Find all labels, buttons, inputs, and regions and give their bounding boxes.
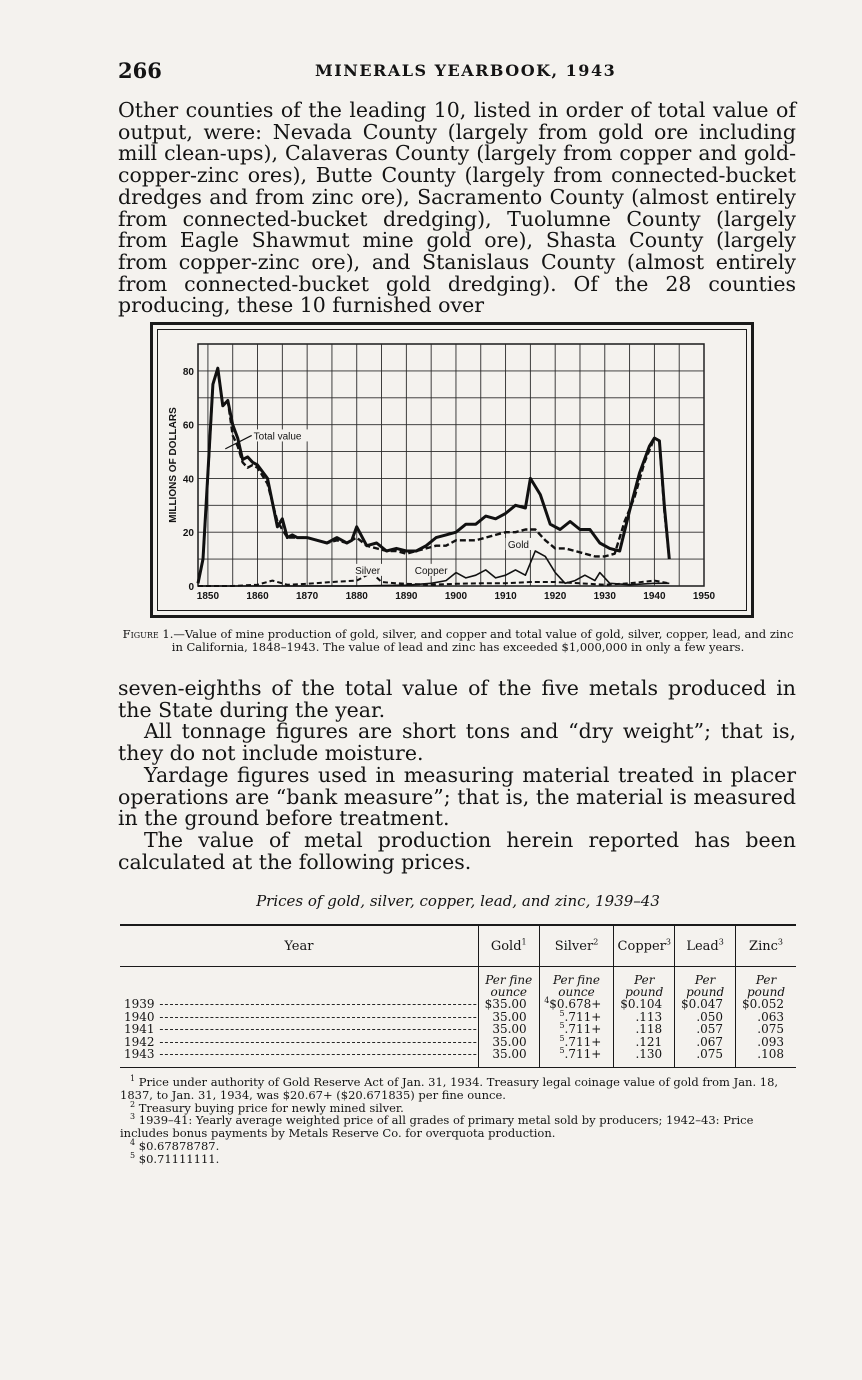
x-tick-label: 1930 (593, 591, 616, 602)
footnote: $^3$ 1939–41: Yearly average weighted price of all grades of primary metal sold by producers; 1942–43: Price includes bonus payments by Metals Reserve Co. for overquota production. (120, 1112, 754, 1141)
y-tick-label: 40 (182, 474, 194, 486)
unit-lead: Per pound (675, 967, 736, 999)
table-row: 1943 ----- 35.00 $^5$.711+ .130 .075 .108 (120, 1048, 796, 1067)
body-paragraphs-bottom (118, 678, 796, 873)
body-paragraph-prices: The value of metal production herein reported has been calculated at the following prices. (118, 827, 796, 874)
y-axis-label: MILLIONS OF DOLLARS (168, 407, 179, 523)
body-paragraph-continuation: seven-eighths of the total value of the five metals produced in the State during the year. (118, 676, 796, 722)
y-tick-label: 0 (188, 582, 194, 593)
page-number: 266 (118, 58, 162, 83)
prices-table (120, 924, 796, 1068)
table-row: 1940 ----- 35.00 $^5$.711+ .113 .050 .063 (120, 1011, 796, 1024)
header-gold: Gold$^1$ (478, 925, 539, 967)
x-tick-label: 1950 (692, 591, 716, 602)
x-tick-label: 1900 (444, 591, 468, 602)
figure-label: Figure 1. (122, 627, 174, 641)
body-paragraph-tonnage: All tonnage figures are short tons and “dry weight”; that is, they do not include moisture. (118, 719, 796, 766)
header-silver: Silver$^2$ (539, 925, 614, 967)
series-line-gold (198, 368, 669, 583)
unit-silver: Per fine ounce (539, 967, 614, 999)
table-units-row (120, 967, 796, 999)
annotation-label: Silver (355, 565, 381, 577)
x-tick-label: 1910 (494, 591, 517, 602)
value-of-production-chart (150, 322, 754, 618)
footnotes (120, 1076, 796, 1166)
footnote: $^4$ $0.67878787. (130, 1138, 220, 1153)
x-tick-label: 1870 (296, 591, 319, 602)
body-paragraph-top: Other counties of the leading 10, listed in order of total value of output, were: Nevada County (largely from gold ore including mill clean-ups), Calaveras County (largely from copper and gold-copper-zinc ores), Butte County (largely from connected-bucket dredges and from zinc ore), Sacramento County (almost entirely from connected-bucket dredging), Tuolumne County (largely from Eagle Shawmut mine gold ore), Shasta County (largely from copper-zinc ore), and Stanislaus County (almost entirely from connected-bucket gold dredging). Of the 28 counties producing, these 10 furnished over (118, 98, 796, 318)
annotation-label: Copper (414, 565, 448, 577)
y-tick-label: 20 (182, 528, 194, 540)
y-tick-label: 60 (182, 420, 194, 432)
x-tick-label: 1850 (196, 591, 220, 602)
unit-gold: Per fine ounce (478, 967, 539, 999)
table-row: 1939 ----- $35.00 $^4$\$0.678+ $0.104 $0.047 $0.052 (120, 998, 796, 1011)
y-tick-label: 80 (182, 366, 194, 378)
x-tick-label: 1940 (643, 591, 666, 602)
table-title: Prices of gold, silver, copper, lead, and zinc, 1939–43 (256, 892, 660, 910)
header-year: Year (120, 925, 478, 967)
x-tick-label: 1890 (395, 591, 418, 602)
annotation-label: Total value (253, 431, 302, 443)
header-copper: Copper$^3$ (614, 925, 675, 967)
table-row: 1941 ----- 35.00 $^5$.711+ .118 .057 .075 (120, 1023, 796, 1036)
series-line-total-value (198, 368, 669, 583)
footnote: $^2$ Treasury buying price for newly mined silver. (130, 1099, 404, 1115)
annotation-label: Gold (507, 539, 530, 551)
x-tick-label: 1920 (544, 591, 567, 602)
figure-caption (120, 628, 796, 654)
figure-caption-text: —Value of mine production of gold, silver, and copper and total value of gold, silver, copper, lead, and zinc in California, 1848–1943. The value of lead and zinc has exceeded $1,000,000 in only a few years. (171, 627, 794, 654)
table-row: 1942 ----- 35.00 $^5$.711+ .121 .067 .093 (120, 1036, 796, 1049)
footnote: $^5$ $0.71111111. (130, 1150, 220, 1166)
footnote: $^1$ Price under authority of Gold Reserve Act of Jan. 31, 1934. Treasury legal coinage value of gold from Jan. 18, 1837, to Jan. 31, 1934, was $20.67+ ($20.671835) per fine ounce. (120, 1074, 779, 1102)
running-head (118, 58, 798, 82)
table-header-row (120, 925, 796, 967)
unit-copper: Per pound (614, 967, 675, 999)
body-paragraph-yardage: Yardage figures used in measuring material treated in placer operations are “bank measure”; that is, the material is measured in the ground before treatment. (118, 762, 796, 831)
header-lead: Lead$^3$ (675, 925, 736, 967)
x-tick-label: 1880 (345, 591, 368, 602)
header-zinc: Zinc$^3$ (736, 925, 796, 967)
running-title: MINERALS YEARBOOK, 1943 (315, 61, 617, 80)
plot-area (198, 344, 704, 586)
x-tick-label: 1860 (246, 591, 269, 602)
unit-zinc: Per pound (736, 967, 796, 999)
